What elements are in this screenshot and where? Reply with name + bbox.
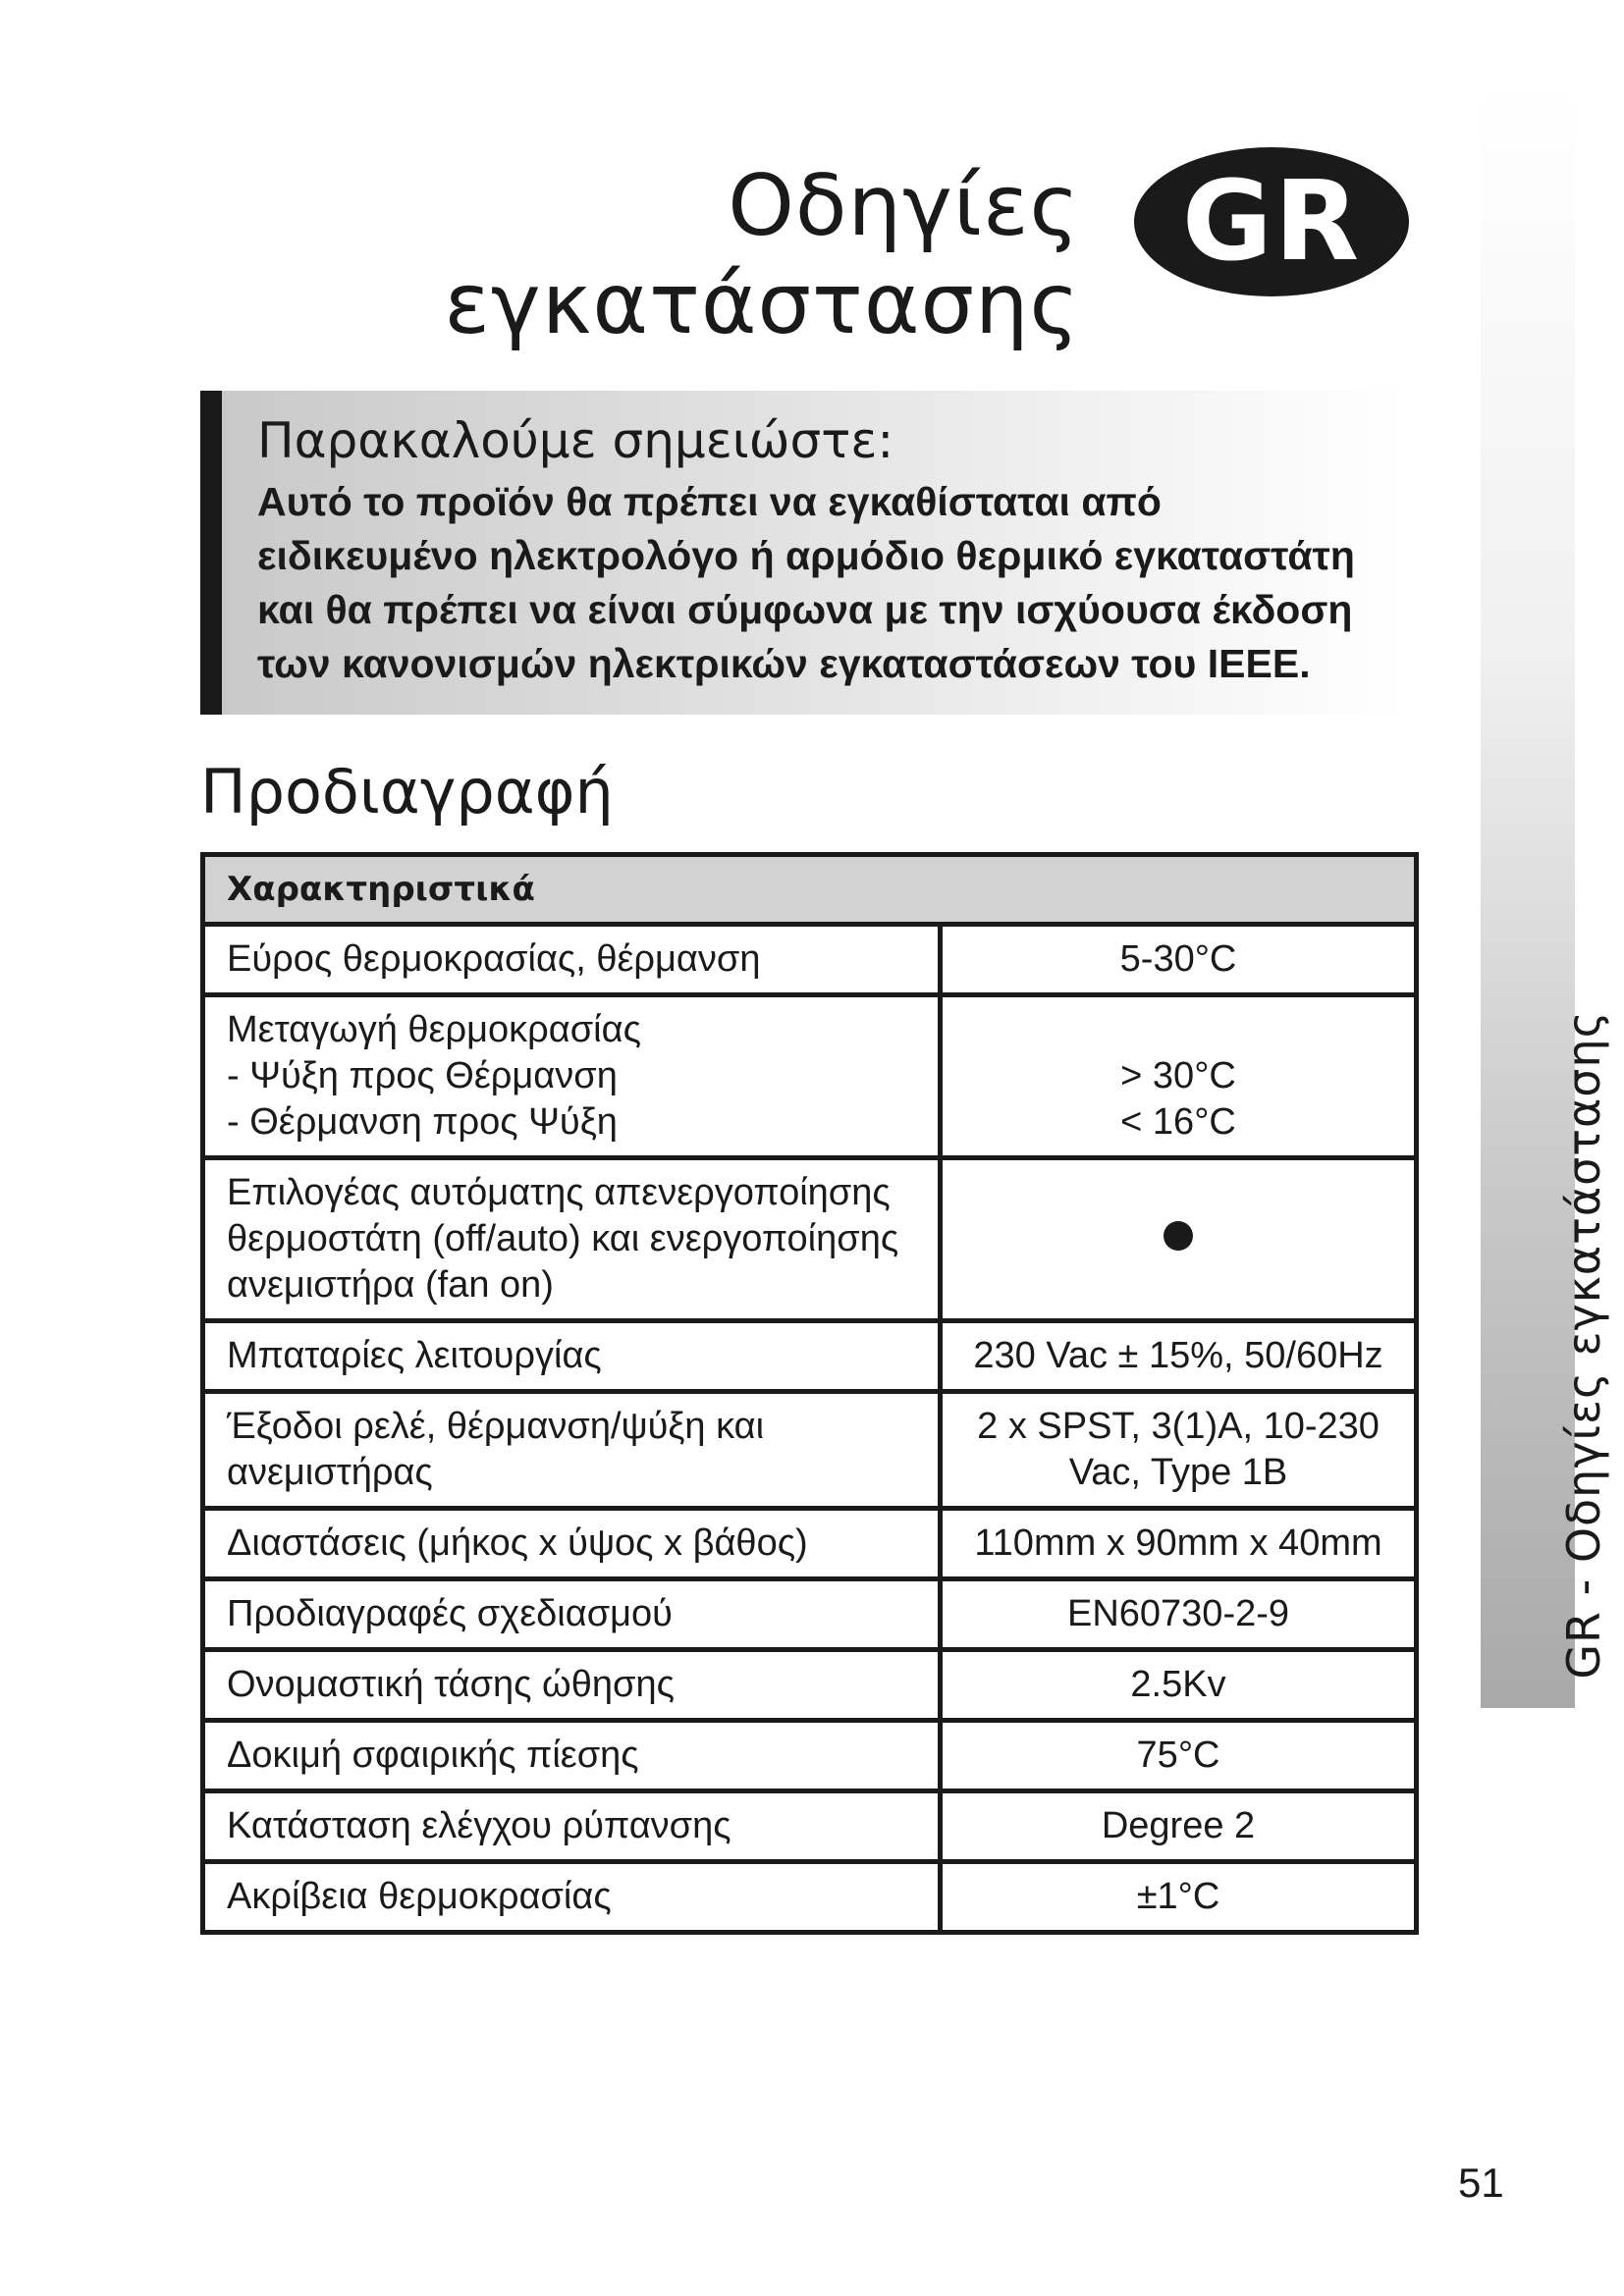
- table-row: [203, 1721, 1417, 1791]
- notice-line: Αυτό το προϊόν θα πρέπει να εγκαθίσταται από: [257, 479, 1162, 524]
- notice-body: [257, 475, 1408, 691]
- side-tab-label: GR - Οδηγίες εγκατάστασης: [1557, 1010, 1610, 1680]
- spec-key-cell: [203, 995, 941, 1158]
- spec-value-cell: [941, 925, 1417, 995]
- section-title-specification: Προδιαγραφή: [200, 756, 614, 828]
- spec-key-cell: [203, 1650, 941, 1721]
- specification-table: [200, 852, 1419, 1935]
- spec-key-text: Εύρος θερμοκρασίας, θέρμανση: [227, 938, 761, 980]
- spec-value-cell: [941, 1650, 1417, 1721]
- table-header-row: [203, 855, 1417, 925]
- page-title: [412, 157, 1080, 353]
- table-row: [203, 995, 1417, 1158]
- spec-key-cell: [203, 925, 941, 995]
- spec-value-text: 2.5Kv: [1130, 1664, 1226, 1705]
- spec-value-cell: [941, 1392, 1417, 1509]
- table-row: [203, 1321, 1417, 1392]
- page-number: 51: [1458, 2160, 1504, 2206]
- spec-value-text: 230 Vac ± 15%, 50/60Hz: [973, 1335, 1383, 1376]
- spec-value-cell: [941, 1321, 1417, 1392]
- spec-value-cell: [941, 1862, 1417, 1933]
- table-row: [203, 1579, 1417, 1650]
- spec-key-text: ανεμιστήρα (fan on): [227, 1264, 554, 1306]
- notice-box: [200, 391, 1408, 715]
- spec-key-text: Προδιαγραφές σχεδιασμού: [227, 1593, 673, 1634]
- spec-key-text: - Θέρμανση προς Ψύξη: [227, 1101, 618, 1143]
- table-row: [203, 925, 1417, 995]
- spec-key-text: ανεμιστήρας: [227, 1452, 433, 1493]
- bullet-dot-icon: [1164, 1221, 1193, 1251]
- spec-key-cell: [203, 1321, 941, 1392]
- spec-key-text: Έξοδοι ρελέ, θέρμανση/ψύξη και: [227, 1406, 765, 1447]
- spec-value-cell: [941, 1791, 1417, 1862]
- spec-value-text: EN60730-2-9: [1066, 1593, 1290, 1634]
- notice-line: των κανονισμών ηλεκτρικών εγκαταστάσεων του IEEE.: [257, 641, 1311, 686]
- spec-value-text: < 16°C: [1120, 1101, 1236, 1143]
- table-row: [203, 1158, 1417, 1321]
- table-row: [203, 1392, 1417, 1509]
- spec-value-cell: [941, 1509, 1417, 1579]
- spec-key-text: θερμοστάτη (off/auto) και ενεργοποίησης: [227, 1218, 899, 1259]
- spec-key-text: Μεταγωγή θερμοκρασίας: [227, 1009, 641, 1050]
- spec-value-text: 75°C: [1136, 1735, 1220, 1776]
- spec-key-text: Δοκιμή σφαιρικής πίεσης: [227, 1735, 639, 1776]
- spec-value-cell: [941, 1721, 1417, 1791]
- spec-value-text: 110mm x 90mm x 40mm: [974, 1522, 1382, 1564]
- spec-key-text: Διαστάσεις (μήκος x ύψος x βάθος): [227, 1522, 808, 1564]
- spec-value-cell: [941, 1158, 1417, 1321]
- spec-value-text: > 30°C: [1120, 1055, 1236, 1096]
- spec-key-text: Ονομαστική τάσης ώθησης: [227, 1664, 675, 1705]
- spec-value-text: Degree 2: [1101, 1805, 1256, 1846]
- page-title-line-2: εγκατάστασης: [444, 255, 1080, 353]
- table-row: [203, 1862, 1417, 1933]
- table-body: [203, 925, 1417, 1933]
- spec-key-cell: [203, 1862, 941, 1933]
- spec-value-cell: [941, 995, 1417, 1158]
- spec-key-cell: [203, 1721, 941, 1791]
- language-badge: GR: [1134, 147, 1409, 296]
- spec-key-text: Μπαταρίες λειτουργίας: [227, 1335, 602, 1376]
- spec-key-cell: [203, 1509, 941, 1579]
- spec-key-cell: [203, 1791, 941, 1862]
- spec-key-text: Κατάσταση ελέγχου ρύπανσης: [227, 1805, 731, 1846]
- notice-heading: Παρακαλούμε σημειώστε:: [257, 412, 894, 469]
- spec-value-cell: [941, 1579, 1417, 1650]
- notice-line: ειδικευμένο ηλεκτρολόγο ή αρμόδιο θερμικό εγκαταστάτη: [257, 533, 1355, 578]
- table-row: [203, 1650, 1417, 1721]
- table-row: [203, 1791, 1417, 1862]
- spec-key-text: Ακρίβεια θερμοκρασίας: [227, 1876, 612, 1917]
- spec-key-text: - Ψύξη προς Θέρμανση: [227, 1055, 618, 1096]
- spec-value-text: Vac, Type 1B: [1068, 1452, 1288, 1493]
- spec-key-cell: [203, 1392, 941, 1509]
- page-title-line-1: Οδηγίες: [728, 157, 1080, 255]
- spec-value-text: ±1°C: [1136, 1876, 1220, 1917]
- table-row: [203, 1509, 1417, 1579]
- spec-key-cell: [203, 1579, 941, 1650]
- spec-key-text: Επιλογέας αυτόματης απενεργοποίησης: [227, 1172, 891, 1213]
- spec-key-cell: [203, 1158, 941, 1321]
- spec-value-text: 2 x SPST, 3(1)A, 10-230: [977, 1406, 1380, 1447]
- notice-line: και θα πρέπει να είναι σύμφωνα με την ισχύουσα έκδοση: [257, 587, 1353, 632]
- spec-value-text: 5-30°C: [1119, 938, 1237, 980]
- table-header-cell: Χαρακτηριστικά: [203, 855, 1417, 925]
- spacer: [950, 1007, 1406, 1053]
